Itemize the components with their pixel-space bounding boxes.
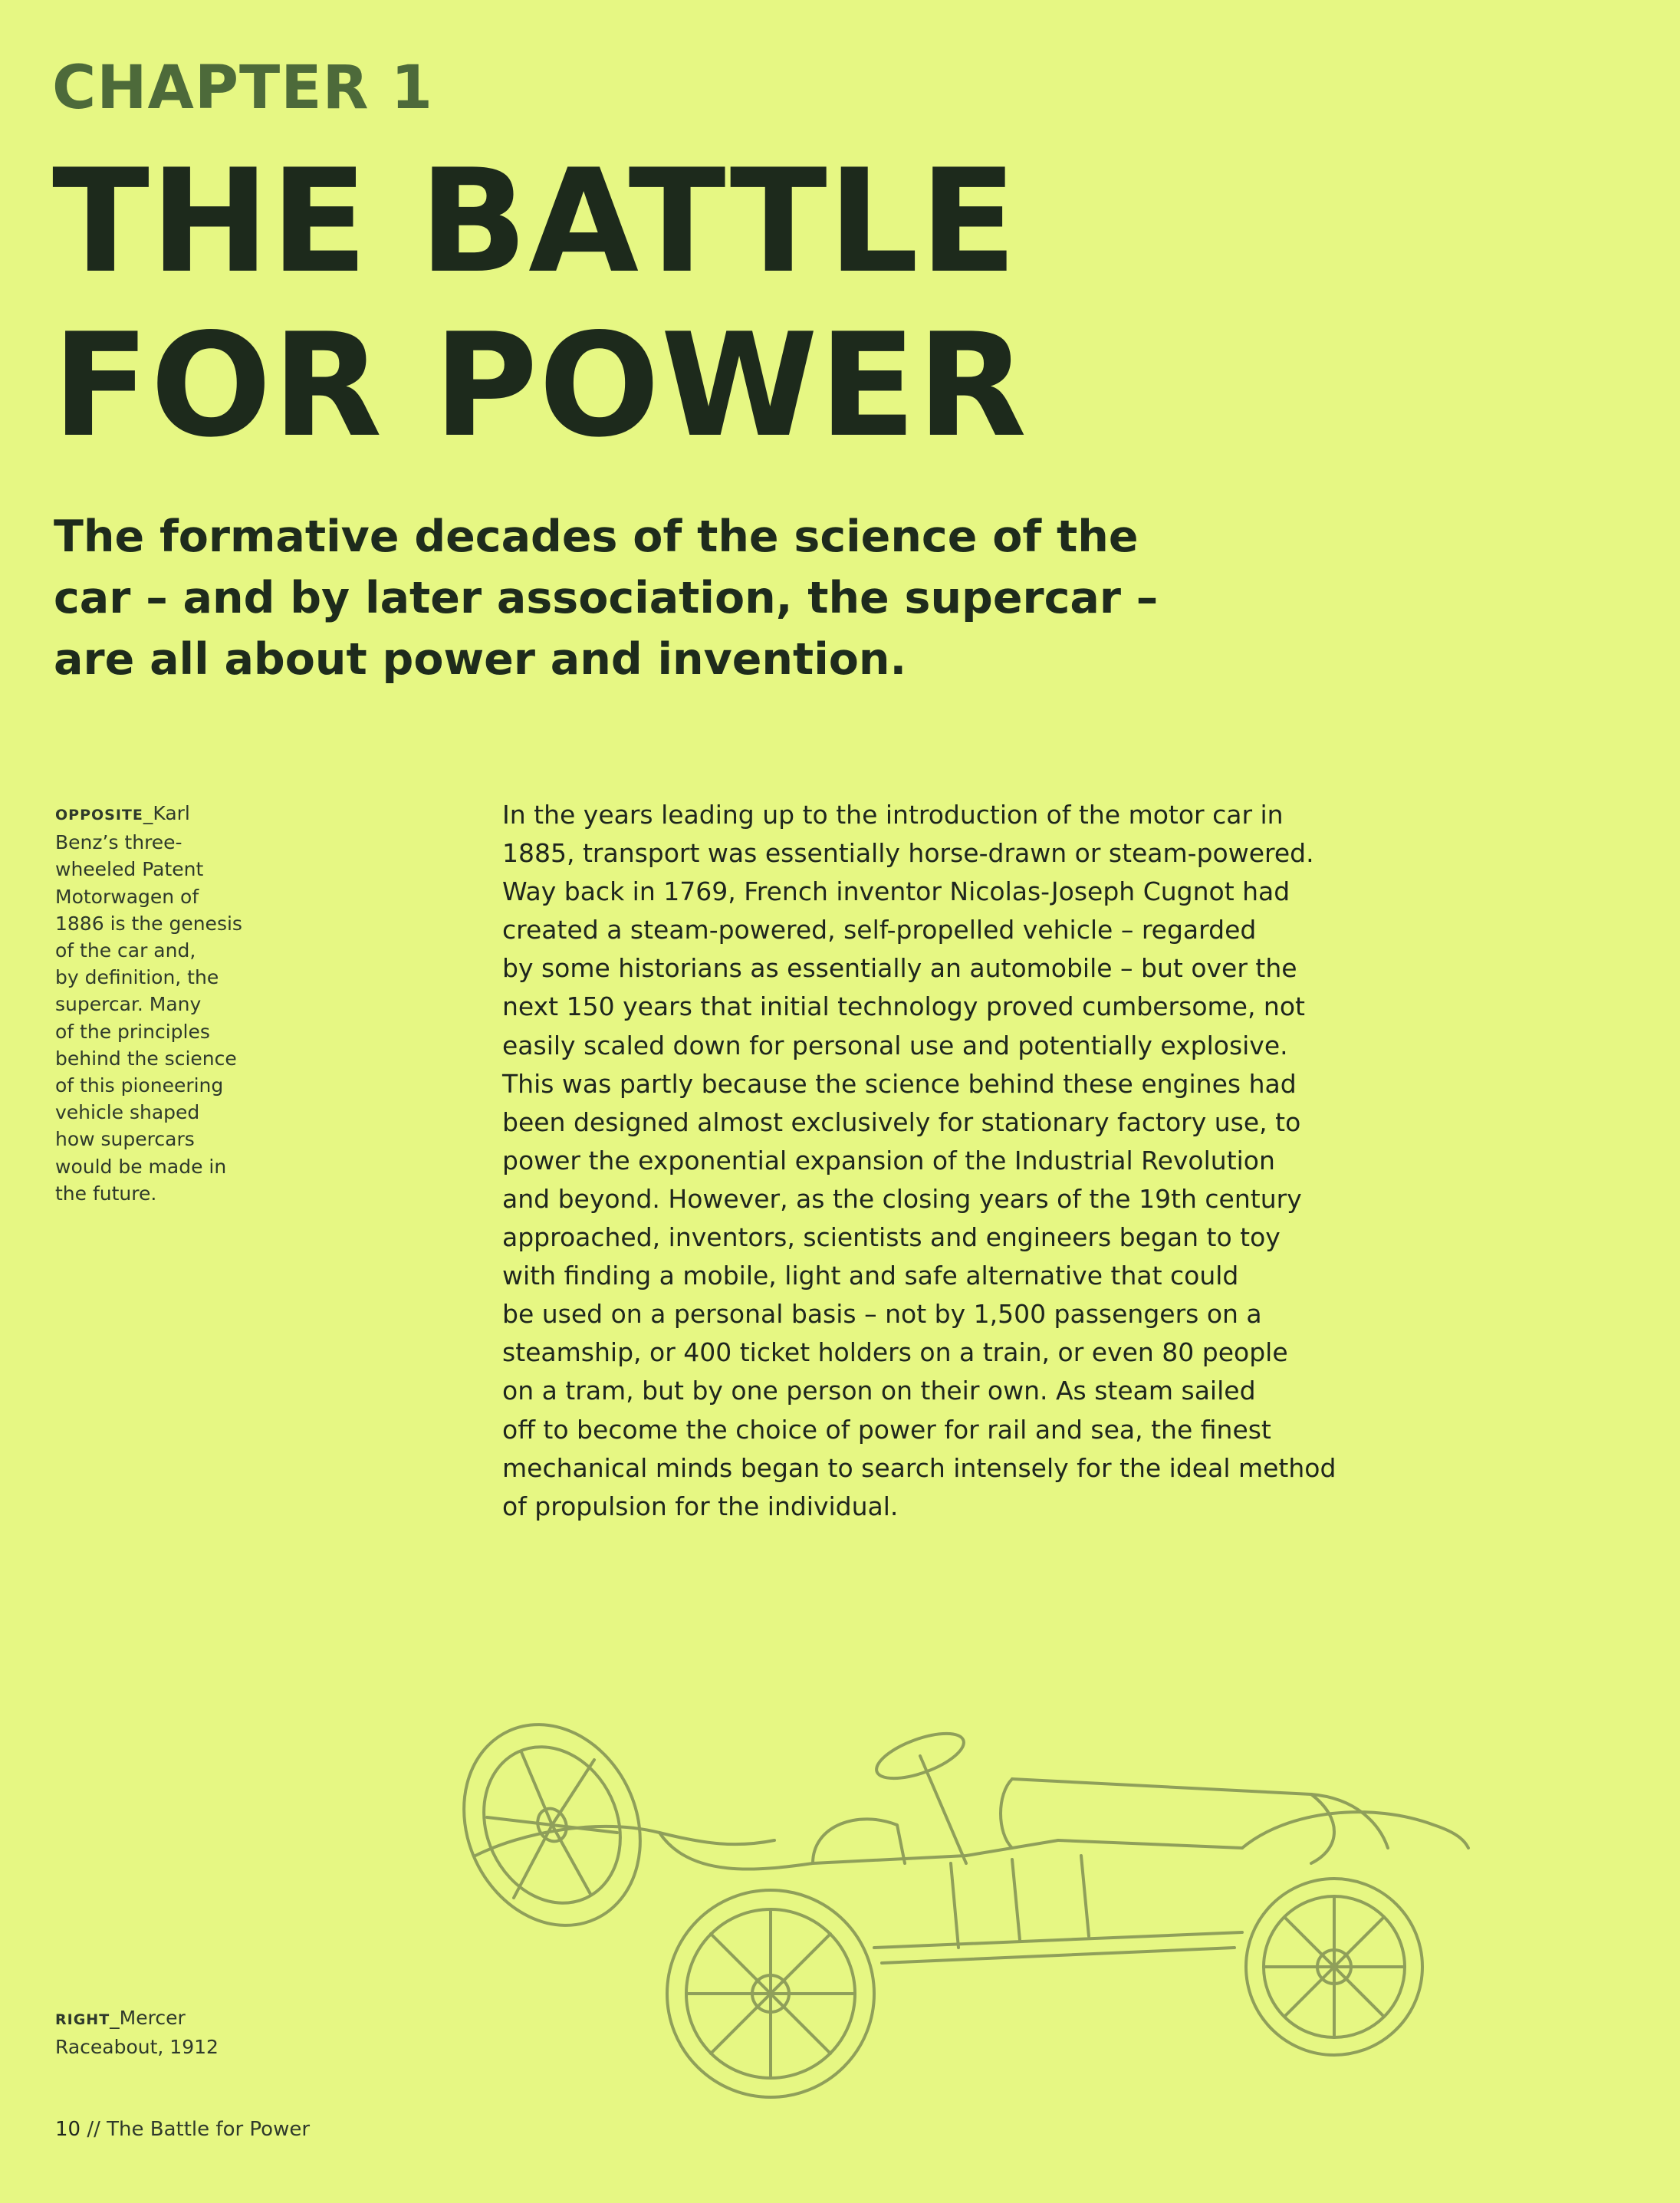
caption-line: would be made in	[55, 1155, 227, 1178]
rear-wheel	[667, 1890, 874, 2097]
page-footer	[55, 2118, 310, 2141]
lead-line: The formative decades of the science of the	[54, 511, 1139, 562]
caption-right	[55, 2004, 285, 2060]
caption-line: of this pioneering	[55, 1074, 224, 1097]
caption-text: _Karl	[143, 802, 190, 824]
front-wheel	[1246, 1879, 1422, 2055]
body-line: off to become the choice of power for rail and sea, the finest	[502, 1414, 1271, 1445]
lead-line: car – and by later association, the supercar –	[54, 573, 1159, 623]
lead-paragraph	[54, 506, 1173, 690]
caption-key: OPPOSITE	[55, 807, 143, 824]
caption-line: how supercars	[55, 1128, 195, 1151]
body-line: easily scaled down for personal use and potentially explosive.	[502, 1030, 1288, 1060]
seat	[813, 1819, 905, 1863]
chapter-title-line: FOR POWER	[52, 302, 1028, 469]
body-line: with finding a mobile, light and safe alternative that could	[502, 1261, 1239, 1291]
body-line: Way back in 1769, French inventor Nicolas-Joseph Cugnot had	[502, 876, 1290, 907]
caption-line: vehicle shaped	[55, 1101, 200, 1124]
body-line: on a tram, but by one person on their own. As steam sailed	[502, 1376, 1256, 1406]
footer-separator: //	[81, 2118, 107, 2141]
body-line: power the exponential expansion of the Industrial Revolution	[502, 1145, 1275, 1175]
body-line: been designed almost exclusively for stationary factory use, to	[502, 1106, 1301, 1137]
caption-line	[55, 800, 270, 829]
mercer-raceabout-illustration	[429, 1718, 1472, 2116]
body-line: mechanical minds began to search intensely for the ideal method	[502, 1452, 1336, 1483]
body-line: 1885, transport was essentially horse-drawn or steam-powered.	[502, 838, 1314, 869]
caption-line: of the car and,	[55, 939, 196, 962]
body-paragraph	[502, 796, 1361, 1526]
caption-line: 1886 is the genesis	[55, 912, 242, 935]
steering-wheel	[871, 1725, 969, 1863]
chapter-label: CHAPTER 1	[52, 54, 434, 123]
body-line: This was partly because the science behind these engines had	[502, 1068, 1297, 1099]
caption-text: _Mercer	[110, 2007, 186, 2029]
caption-line: Motorwagen of	[55, 885, 199, 908]
body-line: of propulsion for the individual.	[502, 1491, 899, 1521]
caption-line: behind the science	[55, 1047, 237, 1070]
page-number: 10	[55, 2118, 81, 2141]
body-line: next 150 years that initial technology proved cumbersome, not	[502, 991, 1305, 1022]
caption-line: the future.	[55, 1182, 157, 1205]
caption-key: RIGHT	[55, 2011, 110, 2028]
caption-opposite	[55, 800, 270, 1207]
spare-wheel	[432, 1718, 672, 1955]
caption-line: Benz’s three-	[55, 831, 182, 854]
body-line: steamship, or 400 ticket holders on a train, or even 80 people	[502, 1337, 1288, 1368]
chapter-title	[52, 140, 1027, 468]
body-line: created a steam-powered, self-propelled vehicle – regarded	[502, 915, 1257, 945]
caption-line	[55, 2004, 285, 2034]
caption-line: by definition, the	[55, 966, 219, 989]
body-line: approached, inventors, scientists and engineers began to toy	[502, 1222, 1281, 1253]
body-line: In the years leading up to the introduction of the motor car in	[502, 800, 1284, 830]
chapter-title-line: THE BATTLE	[52, 138, 1018, 304]
lead-line: are all about power and invention.	[54, 634, 907, 685]
body-line: and beyond. However, as the closing years of the 19th century	[502, 1183, 1302, 1214]
caption-line: supercar. Many	[55, 993, 202, 1016]
body-line: be used on a personal basis – not by 1,500 passengers on a	[502, 1299, 1262, 1330]
caption-line: Raceabout, 1912	[55, 2036, 219, 2059]
caption-line: wheeled Patent	[55, 858, 204, 881]
caption-line: of the principles	[55, 1020, 210, 1043]
car-body	[475, 1779, 1468, 1963]
body-line: by some historians as essentially an automobile – but over the	[502, 953, 1297, 984]
running-section-title: The Battle for Power	[107, 2118, 311, 2141]
